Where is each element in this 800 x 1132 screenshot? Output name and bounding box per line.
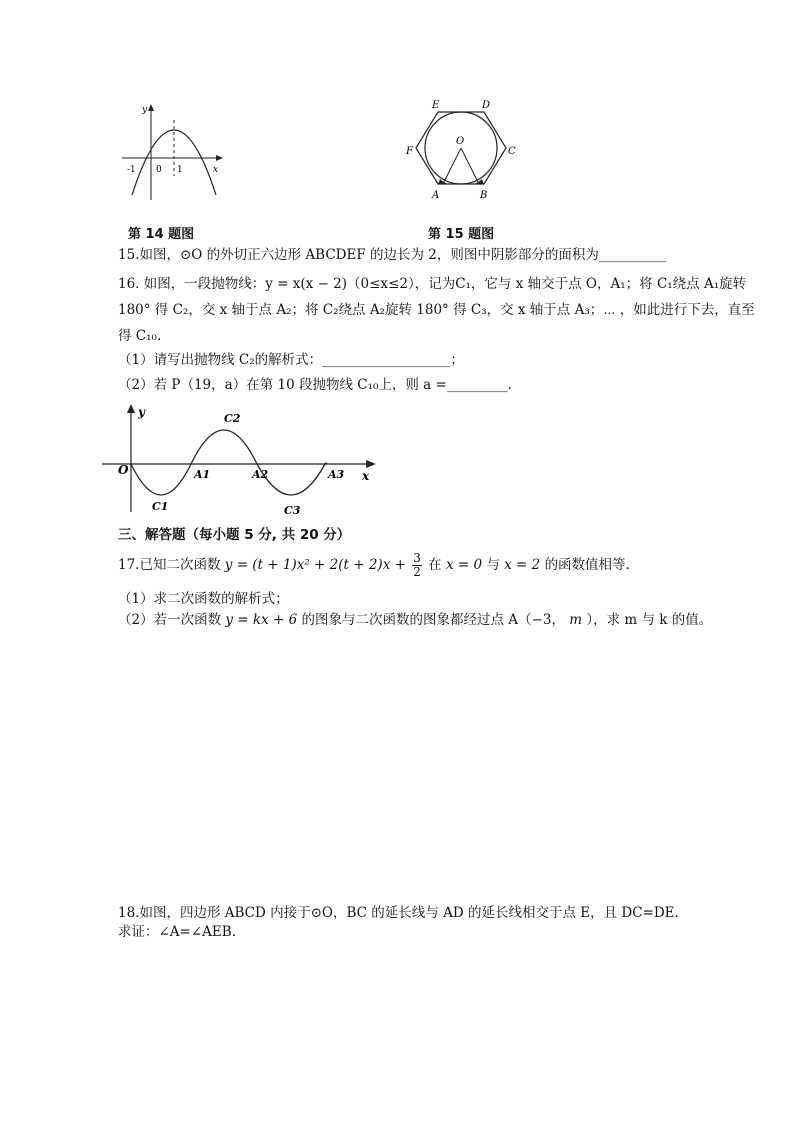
figure-16-parabola-chain: [100, 402, 382, 518]
radius-OA: [444, 148, 461, 182]
q17-sub2-post: 的图象与二次函数的图象都经过点 A（−3，: [301, 612, 565, 628]
radius-OB: [461, 148, 478, 182]
q17-x0: x = 0: [445, 557, 483, 573]
figure-14-parabola: [118, 100, 228, 210]
fig16-label-C3: C3: [284, 504, 301, 517]
fig16-label-A3: A3: [328, 468, 345, 481]
question-17-sub-1: （1）求二次函数的解析式；: [118, 591, 289, 607]
q17-stem-pre: 17.已知二次函数: [118, 557, 221, 573]
fig15-label-D: D: [482, 100, 491, 111]
question-18-line-1: 18.如图，四边形 ABCD 内接于⊙O，BC 的延长线与 AD 的延长线相交于点 E，且 DC=DE.: [118, 905, 679, 921]
fig15-label-E: E: [432, 100, 440, 111]
fig16-label-A2: A2: [252, 468, 269, 481]
fig14-label-x: x: [213, 165, 219, 175]
curve-C2: [191, 430, 257, 464]
fig15-label-O: O: [456, 136, 465, 147]
fig14-label-zero: 0: [156, 165, 162, 175]
x-axis-arrow: [366, 460, 376, 468]
q17-mid-1: 在: [428, 557, 442, 573]
fig14-label-neg-one: -1: [127, 165, 136, 175]
question-17-sub-2: [118, 611, 712, 629]
fig16-label-A1: A1: [194, 468, 211, 481]
figure-15-caption: 第 15 题图: [428, 227, 495, 242]
q17-mid-2: 与: [486, 557, 500, 573]
fig16-label-O: O: [118, 463, 129, 477]
fig14-label-one: 1: [177, 165, 183, 175]
fig14-label-y: y: [142, 105, 148, 115]
figure-15-hexagon: [400, 96, 524, 204]
fig15-label-B: B: [480, 190, 488, 201]
y-axis-arrow: [148, 104, 154, 111]
q17-x2: x = 2: [504, 557, 541, 573]
fig16-label-x: x: [362, 469, 370, 483]
question-17-stem: [118, 552, 630, 579]
fig15-label-F: F: [406, 146, 413, 157]
question-18-line-2: 求证：∠A=∠AEB.: [118, 924, 236, 940]
q17-formula: y = (t + 1)x² + 2(t + 2)x +: [224, 557, 406, 573]
figure-14-caption: 第 14 题图: [128, 227, 195, 242]
q17-stem-post: 的函数值相等.: [544, 557, 630, 573]
fig15-label-C: C: [508, 146, 516, 157]
question-15-text: 15.如图，⊙O 的外切正六边形 ABCDEF 的边长为 2，则图中阴影部分的面积为__________: [118, 247, 667, 263]
question-16-line-3: 得 C₁₀.: [118, 328, 162, 344]
q17-sub2-pre: （2）若一次函数: [118, 612, 222, 628]
question-16-sub-1: （1）请写出抛物线 C₂的解析式：___________________；: [118, 352, 464, 368]
q17-sub2-m: m: [569, 612, 583, 628]
q17-fraction-numerator: 3: [413, 551, 421, 565]
question-16-line-2: 180° 得 C₂，交 x 轴于点 A₂；将 C₂绕点 A₂旋转 180° 得 C₃，交 x 轴于点 A₃；⋯ ，如此进行下去，直至: [118, 302, 755, 318]
question-16-sub-2: （2）若 P（19，a）在第 10 段抛物线 C₁₀上，则 a =_________.: [118, 377, 512, 393]
section-3-heading: 三、解答题（每小题 5 分, 共 20 分）: [118, 527, 351, 543]
question-16-line-1: 16. 如图，一段抛物线：y = x(x − 2)（0≤x≤2），记为C₁，它与 x 轴交于点 O，A₁；将 C₁绕点 A₁旋转: [118, 276, 747, 292]
q17-fraction-denominator: 2: [413, 565, 421, 579]
q17-sub2-end: ），求 m 与 k 的值。: [586, 612, 713, 628]
q17-sub2-formula: y = kx + 6: [225, 612, 298, 628]
q17-fraction: [412, 552, 422, 579]
y-axis-arrow: [127, 404, 135, 413]
x-axis-arrow: [216, 155, 223, 161]
fig15-label-A: A: [432, 190, 440, 201]
fig16-label-C1: C1: [152, 500, 169, 513]
fig16-label-C2: C2: [224, 412, 241, 425]
curve-C1: [131, 464, 191, 495]
fig16-label-y: y: [138, 405, 145, 419]
